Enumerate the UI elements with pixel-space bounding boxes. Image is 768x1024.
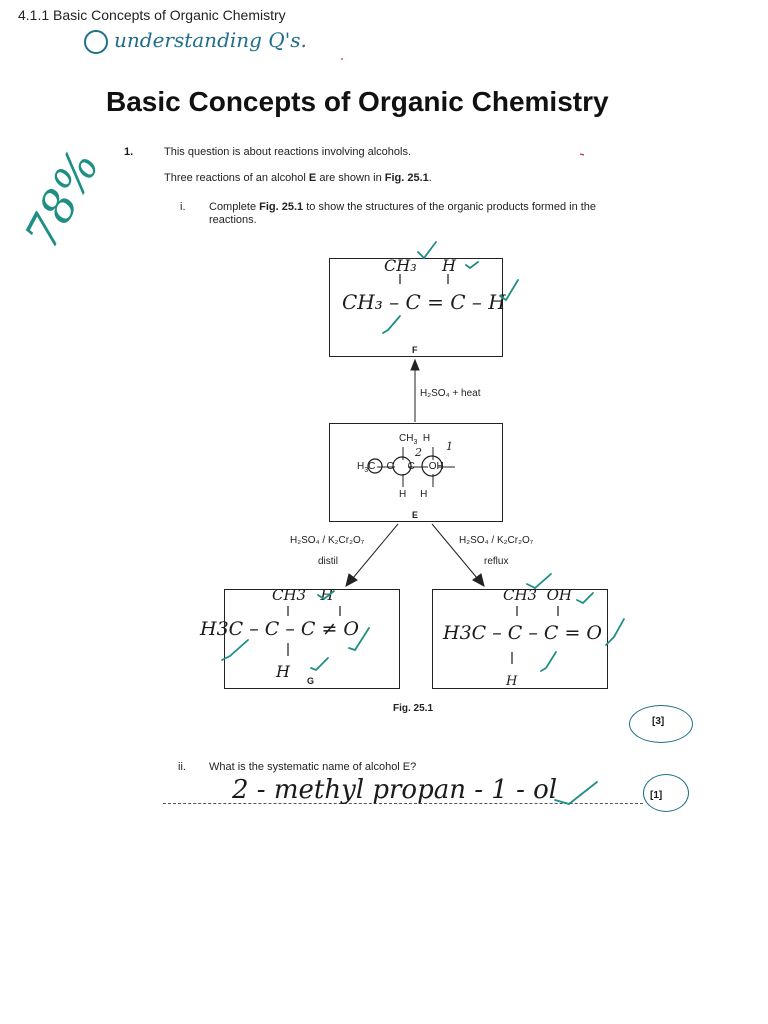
condition-right: reflux [484,556,509,567]
tick-marks [222,242,624,804]
E-structure-ch3: $CH_3$ H [399,433,431,446]
figure-caption: Fig. 25.1 [393,703,434,714]
tick-icon [541,652,556,671]
E-structure-h: H H [399,489,428,500]
reagent-top: H₂SO₄ + heat [420,388,481,399]
E-number-2: 2 [415,446,422,459]
question-subintro: Three reactions of an alcohol E are shown in Fig. 25.1. [164,172,432,184]
part-ii-text: What is the systematic name of alcohol E? [209,761,417,773]
score-annotation: 78% [14,141,110,258]
tick-icon [527,574,551,588]
tick-icon [606,619,624,645]
reagent-left: H₂SO₄ / K₂Cr₂O₇ [290,535,365,546]
answer-G-bottom: H [276,662,290,681]
tick-icon [318,591,334,599]
answer-right-main: H3C – C – C = O [443,622,603,644]
label-G: G [307,676,315,686]
question-number: 1. [124,146,134,158]
tick-icon [500,280,518,300]
E-number-1: 1 [446,440,453,453]
condition-left: distil [318,556,339,567]
F-bonds [400,274,448,284]
tick-icon [555,782,597,804]
tick-icon [418,242,436,258]
tick-icon [222,640,248,660]
answer-F-main: CH₃ – C = C – H [342,290,506,314]
part-ii-number: ii. [178,761,186,773]
G-bonds [288,606,340,656]
mark-part-ii: [1] [650,790,663,801]
tick-icon [577,593,593,603]
answer-G-main: H3C – C – C ≠ O [200,618,360,640]
part-i-number: i. [180,201,186,213]
label-E: E [412,510,419,520]
reagent-right: H₂SO₄ / K₂Cr₂O₇ [459,535,534,546]
answer-right-bottom: H [506,674,518,689]
reaction-arrows [346,360,484,586]
answer-right-top: CH3 OH [503,586,573,604]
answer-F-top: CH₃ H [384,256,456,275]
topic-note: understanding Q's. [114,28,307,52]
red-marks [341,59,584,155]
tick-icon [383,316,400,333]
part-i-text: Complete Fig. 25.1 to show the structures of the organic products formed in the reactions. [209,201,597,226]
mark-part-i: [3] [652,716,665,727]
breadcrumb: 4.1.1 Basic Concepts of Organic Chemistry [18,7,286,23]
answer-part-ii: 2 - methyl propan - 1 - ol [232,775,558,805]
question-intro: This question is about reactions involving alcohols. [164,146,412,158]
page-title: Basic Concepts of Organic Chemistry [106,86,609,117]
E-hand-circles [368,456,442,476]
acid-bonds [512,606,558,664]
E-structure-main: $H_3C$ C C OH [357,461,444,474]
label-F: F [412,345,418,355]
tick-icon [466,262,478,268]
answer-G-top: CH3 H [272,586,334,604]
tick-icon [349,628,369,650]
tick-icon [311,658,328,670]
